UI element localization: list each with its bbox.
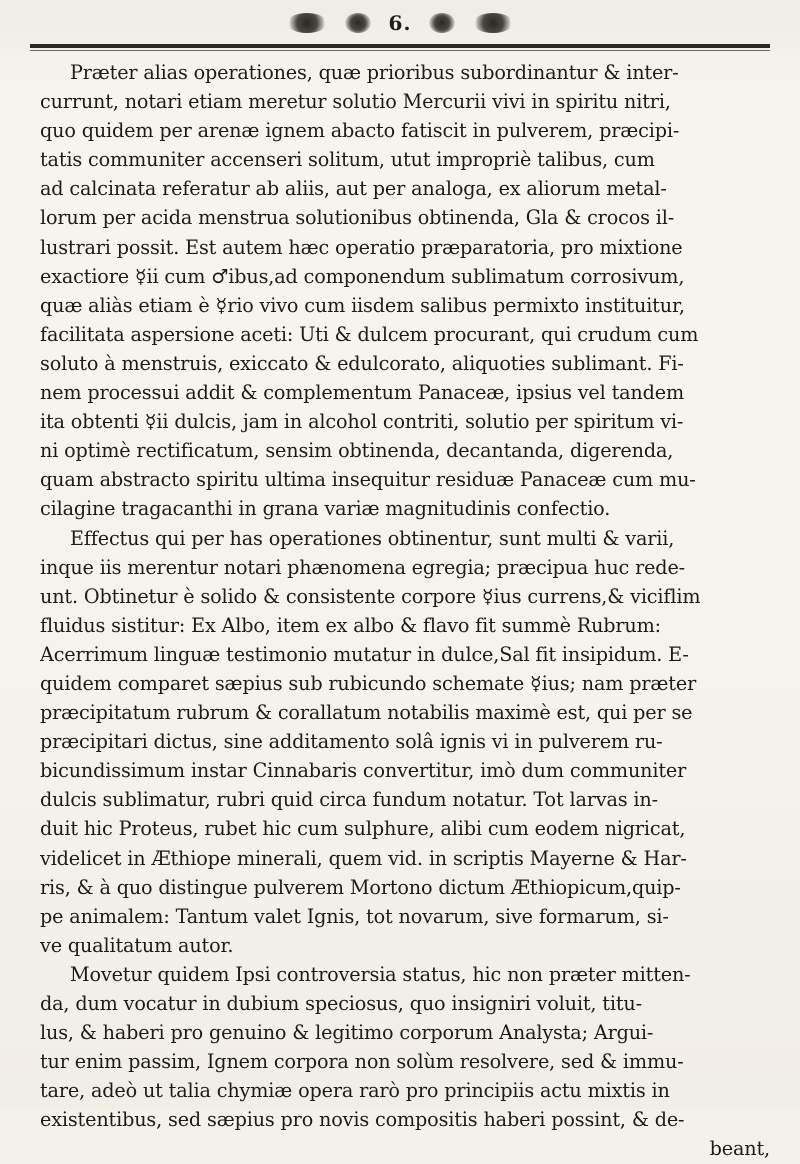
text-line: dulcis sublimatur, rubri quid circa fundum notatur. Tot larvas in- [40, 788, 658, 812]
header-rule [30, 44, 770, 48]
text-line: unt. Obtinetur è solido & consistente corpore ☿ius currens,& viciflim [40, 584, 701, 608]
text-line: lustrari possit. Est autem hæc operatio præparatoria, pro mixtione [40, 235, 683, 259]
text-line: præcipitari dictus, sine additamento solâ ignis vi in pulverem ru- [40, 730, 663, 754]
text-line: præcipitatum rubrum & corallatum notabilis maximè est, qui per se [40, 701, 693, 725]
text-line: Præter alias operationes, quæ prioribus subordinantur & inter- [70, 61, 679, 84]
catchword: beant, [709, 1137, 770, 1161]
text-line: soluto à menstruis, exiccato & edulcorato, aliquoties sublimant. Fi- [40, 351, 684, 375]
text-line: bicundissimum instar Cinnabaris convertitur, imò dum communiter [40, 759, 687, 783]
text-line: da, dum vocatur in dubium speciosus, quo insigniri voluit, titu- [40, 992, 642, 1015]
text-line: tatis communiter accenseri solitum, utut impropriè talibus, cum [40, 148, 655, 172]
text-line: currunt, notari etiam meretur solutio Mercurii vivi in spiritu nitri, [40, 90, 671, 114]
text-line: quidem comparet sæpius sub rubicundo schemate ☿ius; nam præter [40, 671, 697, 695]
text-line: Effectus qui per has operationes obtinentur, sunt multi & varii, [70, 526, 675, 550]
left-inner-ornament-icon [345, 13, 371, 33]
page-header [0, 6, 800, 40]
text-line: existentibus, sed sæpius pro novis compositis haberi possint, & de- [40, 1108, 685, 1132]
text-line: lorum per acida menstrua solutionibus obtinenda, Gla & crocos il- [40, 206, 675, 230]
text-line: Acerrimum linguæ testimonio mutatur in dulce,Sal fit insipidum. E- [40, 642, 689, 666]
text-line: inque iis merentur notari phænomena egregia; præcipua huc rede- [40, 555, 685, 579]
text-line: ni optimè rectificatum, sensim obtinenda, decantanda, digerenda, [40, 439, 674, 463]
text-line: ad calcinata referatur ab aliis, aut per analoga, ex aliorum metal- [40, 177, 667, 201]
text-line: ve qualitatum autor. [40, 933, 234, 957]
body-text [40, 58, 770, 1164]
text-line: ita obtenti ☿ii dulcis, jam in alcohol contriti, solutio per spiritum vi- [40, 410, 684, 434]
text-line: fluidus sistitur: Ex Albo, item ex albo & flavo fit summè Rubrum: [40, 613, 662, 637]
text-line: videlicet in Æthiope minerali, quem vid. in scriptis Mayerne & Har- [40, 846, 687, 870]
right-inner-ornament-icon [429, 13, 455, 33]
text-line: exactiore ☿ii cum ♂ibus,ad componendum sublimatum corrosivum, [40, 264, 685, 288]
page-number: 6. [388, 11, 412, 35]
text-line: duit hic Proteus, rubet hic cum sulphure, alibi cum eodem nigricat, [40, 817, 686, 841]
text-line: quæ aliàs etiam è ☿rio vivo cum iisdem salibus permixto instituitur, [40, 293, 685, 317]
text-line: nem processui addit & complementum Panaceæ, ipsius vel tandem [40, 381, 685, 405]
text-line: tur enim passim, Ignem corpora non solùm resolvere, sed & immu- [40, 1050, 684, 1074]
text-line: lus, & haberi pro genuino & legitimo corporum Analysta; Argui- [40, 1021, 654, 1045]
left-ornament-icon [287, 13, 327, 33]
right-ornament-icon [473, 13, 513, 33]
text-line: quam abstracto spiritu ultima insequitur residuæ Panaceæ cum mu- [40, 468, 696, 492]
text-line: pe animalem: Tantum valet Ignis, tot novarum, sive formarum, si- [40, 904, 669, 928]
text-line: Movetur quidem Ipsi controversia status, hic non præter mitten- [70, 962, 691, 986]
text-line: quo quidem per arenæ ignem abacto fatiscit in pulverem, præcipi- [40, 119, 680, 143]
text-line: ris, & à quo distingue pulverem Mortono dictum Æthiopicum,quip- [40, 875, 681, 899]
text-line: tare, adeò ut talia chymiæ opera rarò pro principiis actu mixtis in [40, 1079, 670, 1103]
header-rule-thin [30, 50, 770, 51]
text-line: cilagine tragacanthi in grana variæ magnitudinis confectio. [40, 497, 611, 521]
text-line: facilitata aspersione aceti: Uti & dulcem procurant, qui crudum cum [40, 322, 699, 346]
